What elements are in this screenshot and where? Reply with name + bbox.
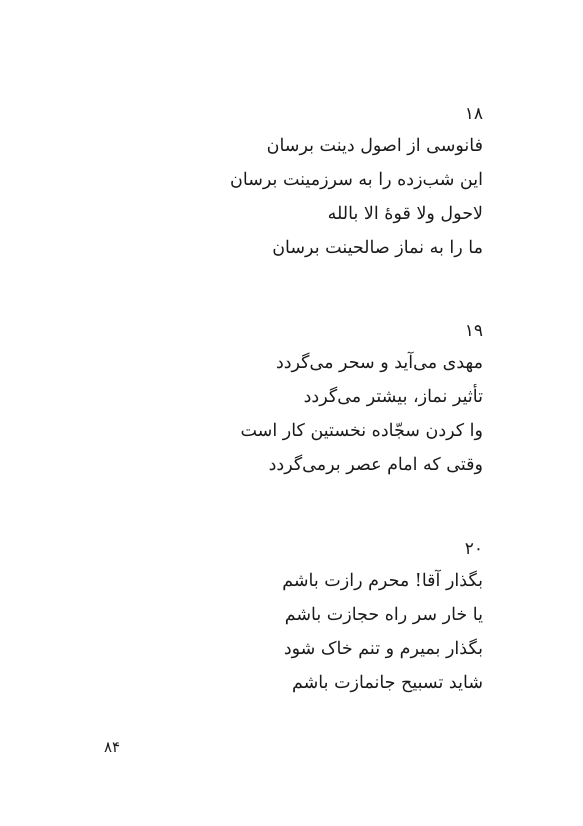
- page-number: ۸۴: [104, 738, 121, 756]
- quatrain-18: [163, 103, 483, 265]
- poem-line: فانوسی از اصول دینت برسان: [266, 136, 483, 156]
- poem-line: وا کردن سجّاده نخستین کار است: [240, 421, 483, 441]
- stanza-number: ۱۸: [464, 104, 483, 124]
- quatrain-20: [163, 538, 483, 700]
- poem-line: یا خار سر راه حجازت باشم: [284, 605, 483, 625]
- poem-line: تأثیر نماز، بیشتر می‌گردد: [303, 387, 483, 407]
- stanza-number: ۲۰: [464, 539, 483, 559]
- poem-line: ما را به نماز صالحینت برسان: [272, 238, 483, 258]
- stanza-number: ۱۹: [464, 321, 483, 341]
- poem-line: وقتی که امام عصر برمی‌گردد: [268, 455, 483, 475]
- poem-line: لاحول ولا قوهٔ الا بالله: [327, 204, 483, 224]
- poem-line: مهدی می‌آید و سحر می‌گردد: [275, 353, 483, 373]
- poem-line: شاید تسبیح جانمازت باشم: [292, 673, 483, 693]
- poem-line: این شب‌زده را به سرزمینت برسان: [230, 170, 483, 190]
- quatrain-19: [163, 320, 483, 482]
- poem-line: بگذار بمیرم و تنم خاک شود: [283, 639, 483, 659]
- poem-line: بگذار آقا! محرم رازت باشم: [282, 571, 483, 591]
